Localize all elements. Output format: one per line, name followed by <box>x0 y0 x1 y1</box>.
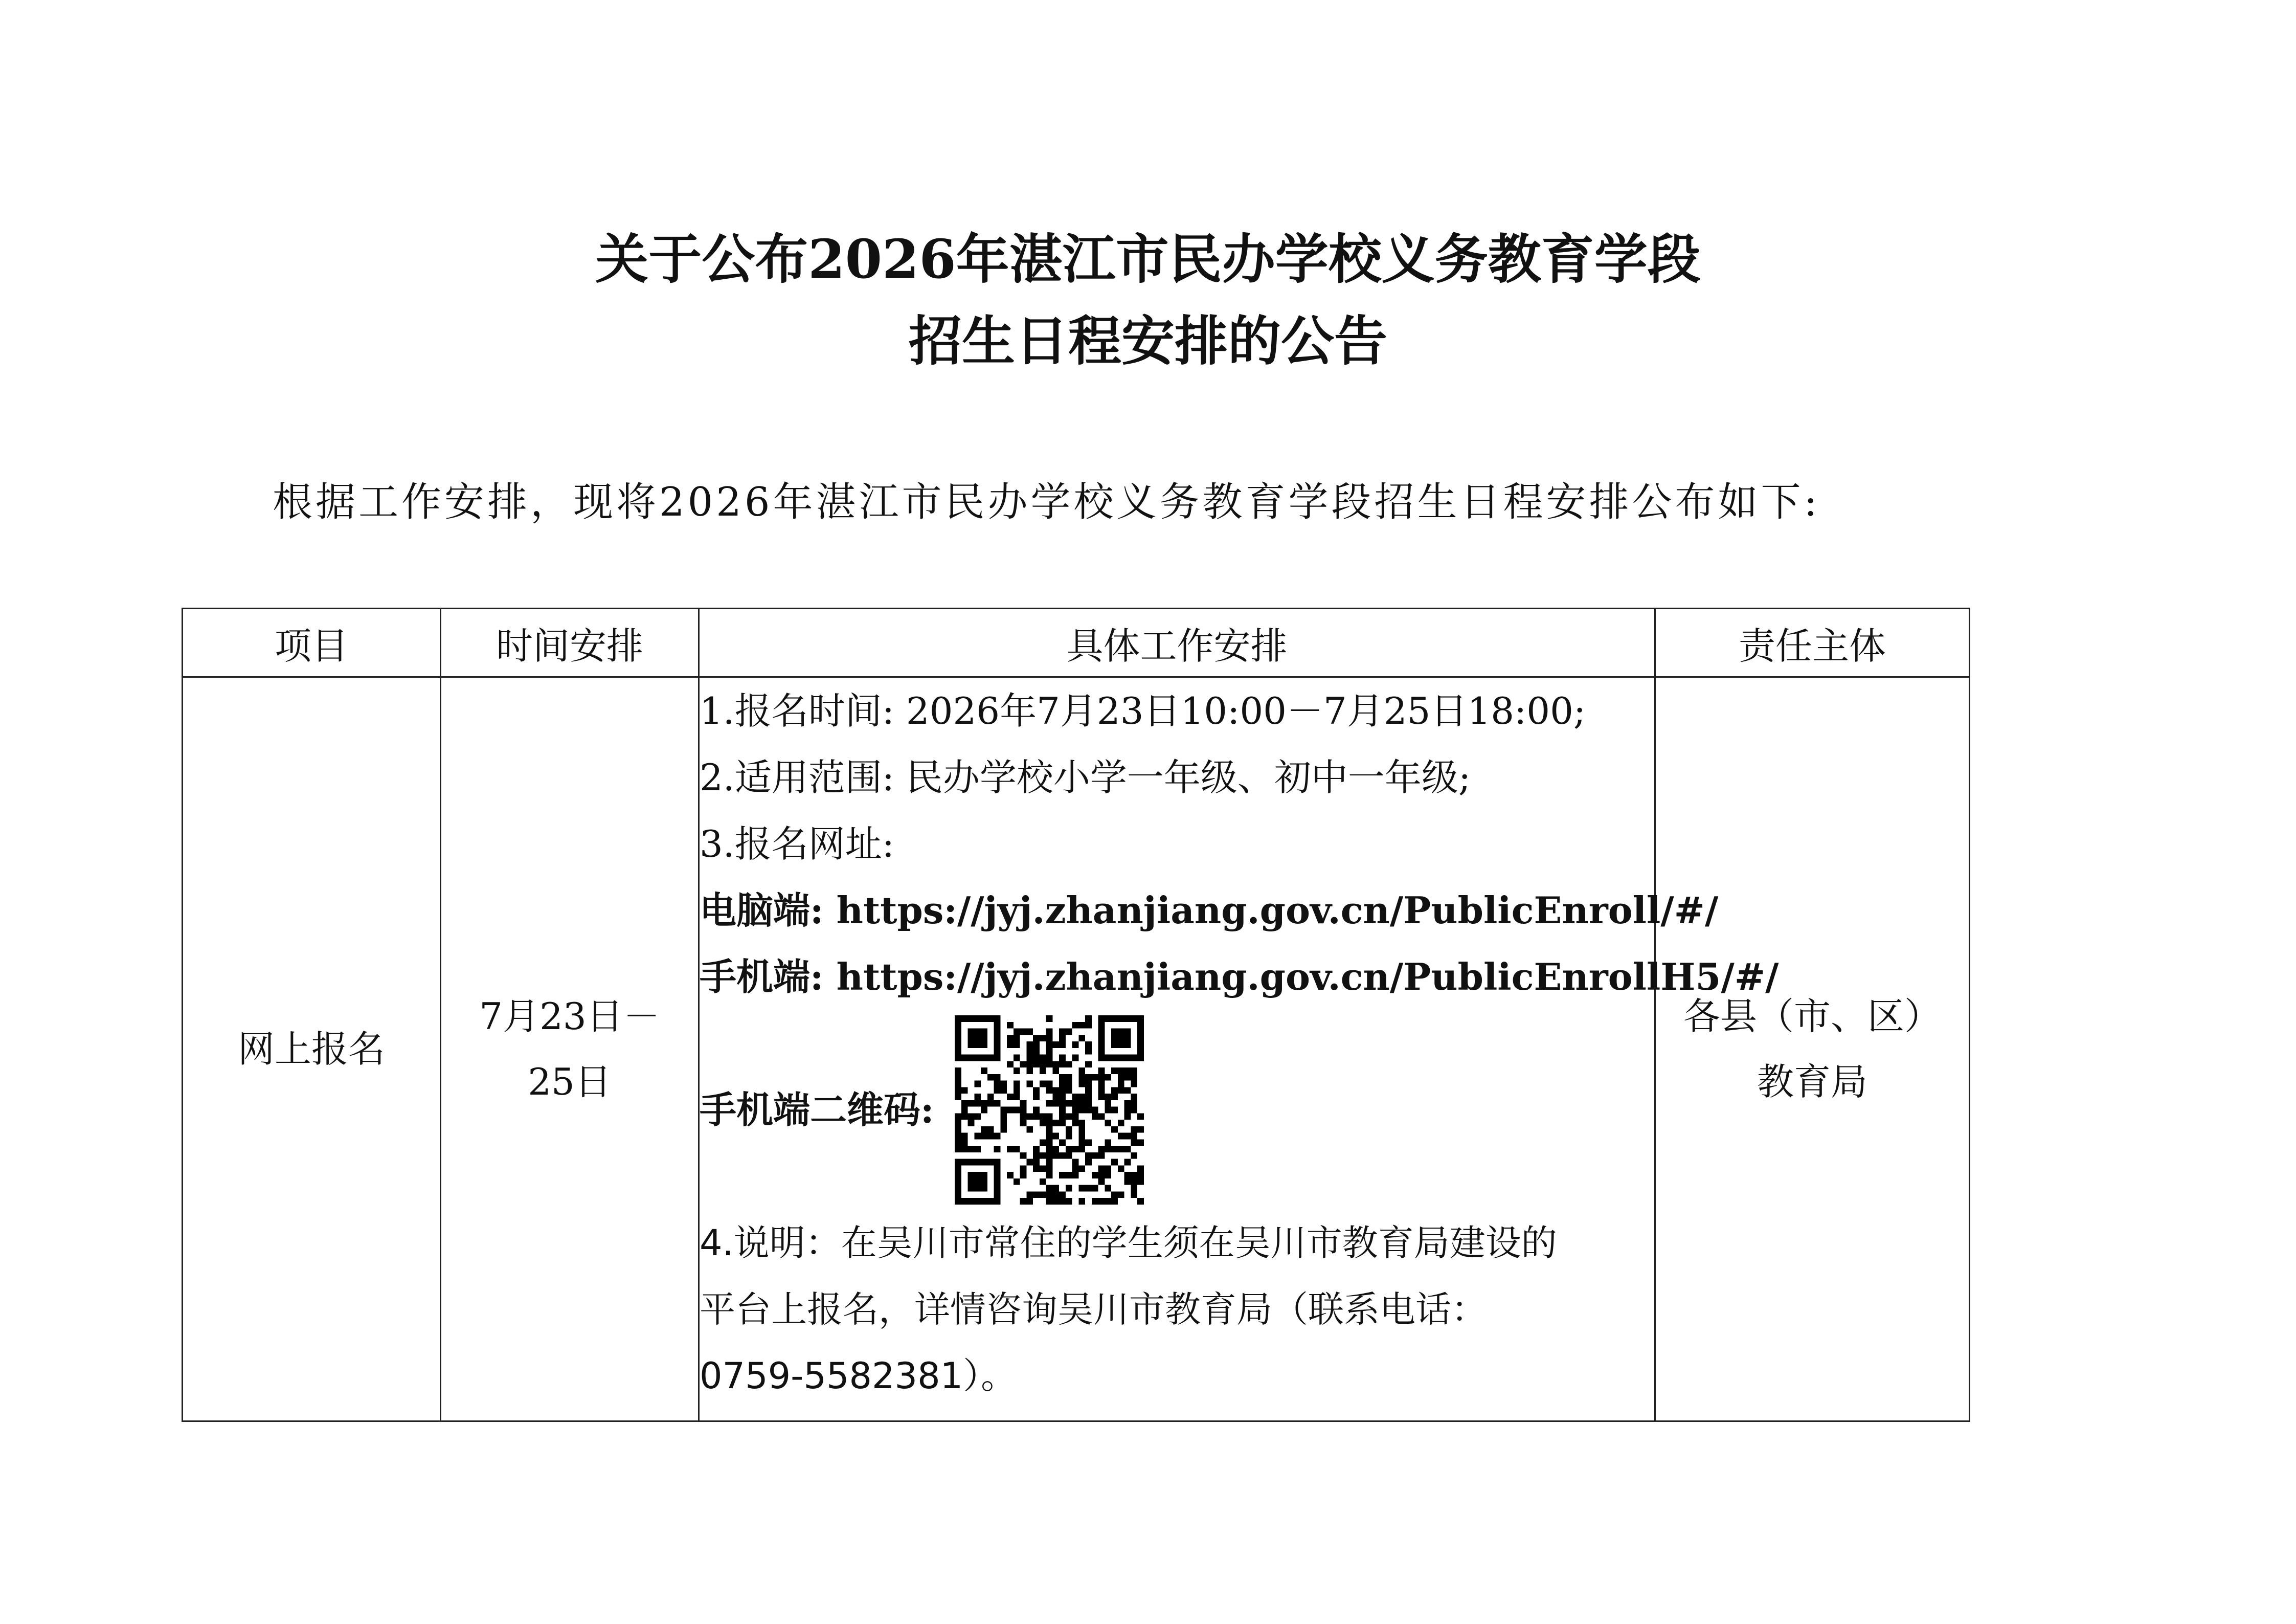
applicable-scope: 2.适用范围: 民办学校小学一年级、初中一年级; <box>700 756 1471 799</box>
header-responsible: 责任主体 <box>1655 609 1970 677</box>
time-line-2: 25日 <box>528 1060 612 1103</box>
time-line-1: 7月23日－ <box>479 995 660 1038</box>
item-name: 网上报名 <box>237 1028 385 1071</box>
table-header-row <box>183 609 1970 677</box>
item-cell <box>183 677 441 1421</box>
registration-time: 1.报名时间: 2026年7月23日10:00－7月25日18:00; <box>700 689 1586 732</box>
notice-title-line-2: 招生日程安排的公告 <box>908 309 1387 372</box>
header-time: 时间安排 <box>441 609 699 677</box>
header-details: 具体工作安排 <box>699 609 1655 677</box>
mobile-url-link[interactable]: 手机端: https://jyj.zhanjiang.gov.cn/PublicEnrollH5/#/ <box>700 955 1779 998</box>
pc-url-link[interactable]: 电脑端: https://jyj.zhanjiang.gov.cn/PublicEnroll/#/ <box>700 888 1719 932</box>
notice-title-line-1: 关于公布2026年湛江市民办学校义务教育学段 <box>595 228 1701 291</box>
table-row <box>183 677 1970 1421</box>
responsible-line-1: 各县（市、区） <box>1683 995 1941 1038</box>
note-line-2: 平台上报名，详情咨询吴川市教育局（联系电话： <box>700 1288 1487 1330</box>
responsible-cell <box>1655 677 1970 1421</box>
note-line-3: 0759-5582381）。 <box>700 1355 1017 1397</box>
qr-code-icon[interactable] <box>955 1015 1144 1205</box>
intro-paragraph: 根据工作安排，现将2026年湛江市民办学校义务教育学段招生日程安排公布如下: <box>273 479 1820 525</box>
responsible-line-2: 教育局 <box>1757 1060 1867 1103</box>
details-cell <box>699 677 1779 1421</box>
header-item: 项目 <box>183 609 441 677</box>
note-line-1: 4.说明：在吴川市常住的学生须在吴川市教育局建设的 <box>700 1222 1557 1264</box>
site-heading: 3.报名网址: <box>700 822 894 865</box>
time-cell <box>441 677 699 1421</box>
qr-row <box>700 1010 1654 1210</box>
qr-label: 手机端二维码: <box>700 1088 934 1131</box>
schedule-table <box>182 608 1970 1422</box>
